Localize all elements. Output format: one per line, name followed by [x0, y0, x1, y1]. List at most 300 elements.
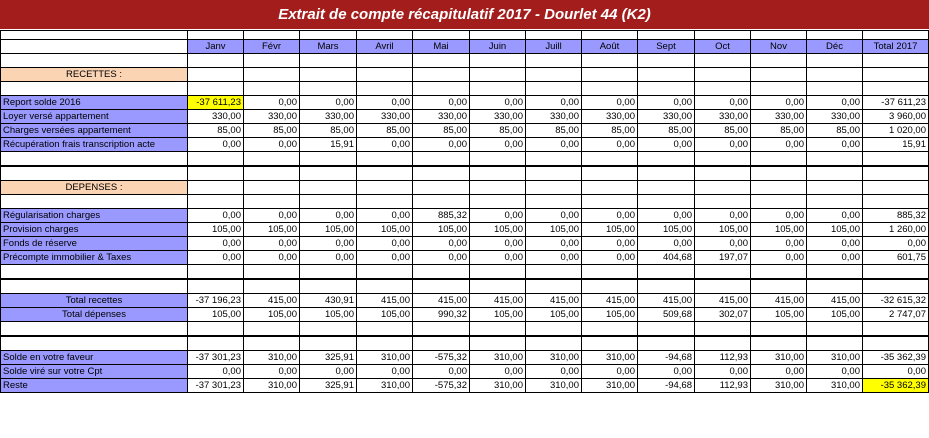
value-cell[interactable]: 105,00: [695, 223, 751, 237]
empty-cell[interactable]: [300, 152, 357, 167]
empty-cell[interactable]: [695, 68, 751, 82]
value-cell[interactable]: 0,00: [244, 138, 300, 152]
empty-cell[interactable]: [751, 152, 807, 167]
empty-cell[interactable]: [863, 336, 929, 351]
empty-cell[interactable]: [863, 82, 929, 96]
value-cell[interactable]: 105,00: [244, 308, 300, 322]
value-cell[interactable]: 330,00: [807, 110, 863, 124]
empty-cell[interactable]: [751, 195, 807, 209]
value-cell[interactable]: 330,00: [300, 110, 357, 124]
value-cell[interactable]: 415,00: [357, 294, 413, 308]
empty-cell[interactable]: [526, 195, 582, 209]
empty-cell[interactable]: [695, 181, 751, 195]
value-cell[interactable]: 415,00: [751, 294, 807, 308]
row-label-solde[interactable]: Solde en votre faveur: [1, 351, 188, 365]
empty-cell[interactable]: [357, 322, 413, 337]
empty-cell[interactable]: [751, 68, 807, 82]
empty-cell[interactable]: [638, 82, 695, 96]
empty-cell[interactable]: [1, 166, 188, 181]
value-cell[interactable]: 85,00: [357, 124, 413, 138]
empty-cell[interactable]: [526, 166, 582, 181]
empty-cell[interactable]: [751, 322, 807, 337]
value-cell[interactable]: 0,00: [638, 365, 695, 379]
value-cell[interactable]: 105,00: [526, 308, 582, 322]
empty-cell[interactable]: [638, 279, 695, 294]
row-label-regul[interactable]: Régularisation charges: [1, 209, 188, 223]
empty-cell[interactable]: [695, 54, 751, 68]
value-cell[interactable]: 415,00: [638, 294, 695, 308]
empty-cell[interactable]: [244, 181, 300, 195]
empty-cell[interactable]: [751, 82, 807, 96]
value-cell[interactable]: -35 362,39: [863, 351, 929, 365]
empty-cell[interactable]: [695, 195, 751, 209]
value-cell[interactable]: 105,00: [582, 223, 638, 237]
empty-cell[interactable]: [638, 265, 695, 280]
value-cell[interactable]: -37 611,23: [188, 96, 244, 110]
value-cell[interactable]: 310,00: [526, 351, 582, 365]
value-cell[interactable]: -37 196,23: [188, 294, 244, 308]
value-cell[interactable]: 105,00: [582, 308, 638, 322]
empty-cell[interactable]: [695, 322, 751, 337]
empty-cell[interactable]: [695, 166, 751, 181]
empty-cell[interactable]: [357, 31, 413, 40]
empty-cell[interactable]: [244, 336, 300, 351]
value-cell[interactable]: 105,00: [300, 308, 357, 322]
empty-cell[interactable]: [244, 31, 300, 40]
value-cell[interactable]: 302,07: [695, 308, 751, 322]
value-cell[interactable]: 0,00: [526, 251, 582, 265]
empty-cell[interactable]: [357, 195, 413, 209]
value-cell[interactable]: 0,00: [526, 138, 582, 152]
empty-cell[interactable]: [1, 322, 188, 337]
value-cell[interactable]: 0,00: [807, 209, 863, 223]
empty-cell[interactable]: [751, 279, 807, 294]
value-cell[interactable]: 0,00: [413, 237, 470, 251]
empty-cell[interactable]: [863, 152, 929, 167]
empty-cell[interactable]: [863, 68, 929, 82]
value-cell[interactable]: 0,00: [751, 96, 807, 110]
empty-cell[interactable]: [300, 54, 357, 68]
empty-cell[interactable]: [1, 152, 188, 167]
empty-cell[interactable]: [638, 166, 695, 181]
empty-cell[interactable]: [582, 279, 638, 294]
value-cell[interactable]: 3 960,00: [863, 110, 929, 124]
month-header-8[interactable]: Sept: [638, 40, 695, 54]
value-cell[interactable]: 0,00: [638, 138, 695, 152]
empty-cell[interactable]: [470, 82, 526, 96]
value-cell[interactable]: 85,00: [638, 124, 695, 138]
value-cell[interactable]: 0,00: [413, 365, 470, 379]
empty-cell[interactable]: [188, 31, 244, 40]
empty-cell[interactable]: [807, 54, 863, 68]
value-cell[interactable]: 0,00: [244, 96, 300, 110]
empty-cell[interactable]: [582, 336, 638, 351]
empty-cell[interactable]: [357, 68, 413, 82]
empty-cell[interactable]: [357, 166, 413, 181]
value-cell[interactable]: 0,00: [470, 237, 526, 251]
value-cell[interactable]: 310,00: [751, 351, 807, 365]
value-cell[interactable]: 404,68: [638, 251, 695, 265]
row-label-recup[interactable]: Récupération frais transcription acte: [1, 138, 188, 152]
value-cell[interactable]: 0,00: [807, 251, 863, 265]
empty-cell[interactable]: [751, 54, 807, 68]
empty-cell[interactable]: [582, 195, 638, 209]
value-cell[interactable]: 509,68: [638, 308, 695, 322]
empty-cell[interactable]: [807, 322, 863, 337]
empty-cell[interactable]: [470, 265, 526, 280]
value-cell[interactable]: 0,00: [188, 138, 244, 152]
value-cell[interactable]: 1 260,00: [863, 223, 929, 237]
row-label-total_depenses[interactable]: Total dépenses: [1, 308, 188, 322]
value-cell[interactable]: 0,00: [582, 209, 638, 223]
month-header-2[interactable]: Mars: [300, 40, 357, 54]
value-cell[interactable]: 0,00: [300, 237, 357, 251]
empty-cell[interactable]: [695, 152, 751, 167]
value-cell[interactable]: 601,75: [863, 251, 929, 265]
empty-cell[interactable]: [244, 322, 300, 337]
value-cell[interactable]: 0,00: [863, 365, 929, 379]
month-header-1[interactable]: Févr: [244, 40, 300, 54]
empty-cell[interactable]: [188, 82, 244, 96]
empty-cell[interactable]: [1, 195, 188, 209]
empty-cell[interactable]: [1, 82, 188, 96]
value-cell[interactable]: 0,00: [188, 237, 244, 251]
value-cell[interactable]: 330,00: [526, 110, 582, 124]
value-cell[interactable]: 990,32: [413, 308, 470, 322]
empty-cell[interactable]: [807, 265, 863, 280]
empty-cell[interactable]: [526, 181, 582, 195]
empty-cell[interactable]: [638, 195, 695, 209]
empty-cell[interactable]: [638, 181, 695, 195]
value-cell[interactable]: 310,00: [582, 351, 638, 365]
empty-cell[interactable]: [526, 322, 582, 337]
value-cell[interactable]: -575,32: [413, 379, 470, 393]
value-cell[interactable]: 0,00: [638, 237, 695, 251]
value-cell[interactable]: 85,00: [188, 124, 244, 138]
value-cell[interactable]: 0,00: [751, 138, 807, 152]
empty-cell[interactable]: [751, 31, 807, 40]
month-header-11[interactable]: Déc: [807, 40, 863, 54]
month-header-0[interactable]: Janv: [188, 40, 244, 54]
empty-cell[interactable]: [751, 265, 807, 280]
row-label-precompte[interactable]: Précompte immobilier & Taxes: [1, 251, 188, 265]
empty-cell[interactable]: [751, 166, 807, 181]
value-cell[interactable]: 0,00: [526, 365, 582, 379]
value-cell[interactable]: 330,00: [470, 110, 526, 124]
value-cell[interactable]: -32 615,32: [863, 294, 929, 308]
month-header-12[interactable]: Total 2017: [863, 40, 929, 54]
value-cell[interactable]: 0,00: [638, 96, 695, 110]
value-cell[interactable]: 0,00: [582, 365, 638, 379]
empty-cell[interactable]: [582, 68, 638, 82]
empty-cell[interactable]: [863, 31, 929, 40]
value-cell[interactable]: 0,00: [751, 251, 807, 265]
empty-cell[interactable]: [582, 181, 638, 195]
empty-cell[interactable]: [188, 195, 244, 209]
value-cell[interactable]: 0,00: [526, 237, 582, 251]
value-cell[interactable]: 0,00: [470, 96, 526, 110]
value-cell[interactable]: 105,00: [526, 223, 582, 237]
value-cell[interactable]: 0,00: [413, 251, 470, 265]
value-cell[interactable]: 310,00: [751, 379, 807, 393]
value-cell[interactable]: 0,00: [695, 96, 751, 110]
value-cell[interactable]: 1 020,00: [863, 124, 929, 138]
value-cell[interactable]: 415,00: [470, 294, 526, 308]
value-cell[interactable]: 15,91: [863, 138, 929, 152]
empty-cell[interactable]: [244, 265, 300, 280]
row-label-solde_vire[interactable]: Solde viré sur votre Cpt: [1, 365, 188, 379]
empty-cell[interactable]: [244, 152, 300, 167]
value-cell[interactable]: 85,00: [470, 124, 526, 138]
value-cell[interactable]: 0,00: [244, 209, 300, 223]
corner-cell[interactable]: [1, 40, 188, 54]
value-cell[interactable]: 0,00: [807, 96, 863, 110]
empty-cell[interactable]: [413, 195, 470, 209]
empty-cell[interactable]: [807, 181, 863, 195]
empty-cell[interactable]: [300, 68, 357, 82]
empty-cell[interactable]: [807, 166, 863, 181]
empty-cell[interactable]: [470, 279, 526, 294]
empty-cell[interactable]: [863, 279, 929, 294]
empty-cell[interactable]: [413, 31, 470, 40]
row-label-charges[interactable]: Charges versées appartement: [1, 124, 188, 138]
value-cell[interactable]: 105,00: [470, 223, 526, 237]
month-header-3[interactable]: Avril: [357, 40, 413, 54]
section-recettes[interactable]: RECETTES :: [1, 68, 188, 82]
empty-cell[interactable]: [638, 336, 695, 351]
empty-cell[interactable]: [413, 181, 470, 195]
empty-cell[interactable]: [863, 265, 929, 280]
empty-cell[interactable]: [357, 152, 413, 167]
value-cell[interactable]: 0,00: [300, 365, 357, 379]
value-cell[interactable]: 85,00: [695, 124, 751, 138]
value-cell[interactable]: 430,91: [300, 294, 357, 308]
value-cell[interactable]: 0,00: [470, 365, 526, 379]
value-cell[interactable]: -94,68: [638, 379, 695, 393]
value-cell[interactable]: 330,00: [244, 110, 300, 124]
empty-cell[interactable]: [470, 31, 526, 40]
row-label-provision[interactable]: Provision charges: [1, 223, 188, 237]
value-cell[interactable]: 0,00: [526, 96, 582, 110]
value-cell[interactable]: 0,00: [357, 138, 413, 152]
value-cell[interactable]: 105,00: [751, 223, 807, 237]
value-cell[interactable]: 0,00: [357, 251, 413, 265]
value-cell[interactable]: 85,00: [751, 124, 807, 138]
empty-cell[interactable]: [526, 82, 582, 96]
empty-cell[interactable]: [582, 166, 638, 181]
value-cell[interactable]: 0,00: [244, 251, 300, 265]
empty-cell[interactable]: [1, 54, 188, 68]
empty-cell[interactable]: [188, 166, 244, 181]
empty-cell[interactable]: [526, 265, 582, 280]
empty-cell[interactable]: [470, 195, 526, 209]
value-cell[interactable]: 330,00: [695, 110, 751, 124]
row-label-report[interactable]: Report solde 2016: [1, 96, 188, 110]
empty-cell[interactable]: [807, 152, 863, 167]
empty-cell[interactable]: [470, 54, 526, 68]
month-header-5[interactable]: Juin: [470, 40, 526, 54]
value-cell[interactable]: -94,68: [638, 351, 695, 365]
empty-cell[interactable]: [300, 31, 357, 40]
value-cell[interactable]: -37 301,23: [188, 379, 244, 393]
empty-cell[interactable]: [807, 68, 863, 82]
value-cell[interactable]: 330,00: [188, 110, 244, 124]
value-cell[interactable]: 0,00: [300, 251, 357, 265]
value-cell[interactable]: 2 747,07: [863, 308, 929, 322]
value-cell[interactable]: 310,00: [807, 351, 863, 365]
empty-cell[interactable]: [1, 336, 188, 351]
empty-cell[interactable]: [582, 31, 638, 40]
value-cell[interactable]: 0,00: [300, 96, 357, 110]
empty-cell[interactable]: [1, 279, 188, 294]
value-cell[interactable]: 0,00: [751, 365, 807, 379]
empty-cell[interactable]: [300, 322, 357, 337]
empty-cell[interactable]: [695, 336, 751, 351]
value-cell[interactable]: 105,00: [188, 308, 244, 322]
value-cell[interactable]: 0,00: [582, 251, 638, 265]
empty-cell[interactable]: [357, 279, 413, 294]
value-cell[interactable]: 310,00: [807, 379, 863, 393]
empty-cell[interactable]: [526, 152, 582, 167]
empty-cell[interactable]: [188, 152, 244, 167]
value-cell[interactable]: 0,00: [863, 237, 929, 251]
empty-cell[interactable]: [638, 54, 695, 68]
row-label-reste[interactable]: Reste: [1, 379, 188, 393]
empty-cell[interactable]: [1, 265, 188, 280]
empty-cell[interactable]: [413, 54, 470, 68]
month-header-9[interactable]: Oct: [695, 40, 751, 54]
value-cell[interactable]: 105,00: [638, 223, 695, 237]
empty-cell[interactable]: [470, 336, 526, 351]
empty-cell[interactable]: [863, 166, 929, 181]
value-cell[interactable]: 0,00: [695, 138, 751, 152]
month-header-6[interactable]: Juill: [526, 40, 582, 54]
value-cell[interactable]: 85,00: [807, 124, 863, 138]
empty-cell[interactable]: [188, 336, 244, 351]
empty-cell[interactable]: [807, 82, 863, 96]
value-cell[interactable]: 415,00: [695, 294, 751, 308]
value-cell[interactable]: 105,00: [357, 308, 413, 322]
value-cell[interactable]: 325,91: [300, 379, 357, 393]
value-cell[interactable]: 105,00: [807, 308, 863, 322]
value-cell[interactable]: 0,00: [807, 138, 863, 152]
value-cell[interactable]: 0,00: [357, 96, 413, 110]
empty-cell[interactable]: [188, 68, 244, 82]
empty-cell[interactable]: [807, 279, 863, 294]
empty-cell[interactable]: [1, 31, 188, 40]
empty-cell[interactable]: [413, 166, 470, 181]
empty-cell[interactable]: [244, 82, 300, 96]
value-cell[interactable]: 0,00: [526, 209, 582, 223]
empty-cell[interactable]: [188, 265, 244, 280]
empty-cell[interactable]: [526, 336, 582, 351]
value-cell[interactable]: -37 611,23: [863, 96, 929, 110]
value-cell[interactable]: 0,00: [695, 237, 751, 251]
empty-cell[interactable]: [244, 166, 300, 181]
empty-cell[interactable]: [470, 68, 526, 82]
empty-cell[interactable]: [357, 82, 413, 96]
value-cell[interactable]: 0,00: [638, 209, 695, 223]
empty-cell[interactable]: [470, 166, 526, 181]
empty-cell[interactable]: [357, 265, 413, 280]
value-cell[interactable]: 0,00: [188, 365, 244, 379]
value-cell[interactable]: 15,91: [300, 138, 357, 152]
value-cell[interactable]: 330,00: [582, 110, 638, 124]
empty-cell[interactable]: [863, 322, 929, 337]
value-cell[interactable]: 310,00: [244, 351, 300, 365]
value-cell[interactable]: 0,00: [357, 237, 413, 251]
empty-cell[interactable]: [582, 322, 638, 337]
empty-cell[interactable]: [300, 82, 357, 96]
value-cell[interactable]: 0,00: [413, 96, 470, 110]
value-cell[interactable]: 885,32: [413, 209, 470, 223]
value-cell[interactable]: 85,00: [582, 124, 638, 138]
value-cell[interactable]: 0,00: [413, 138, 470, 152]
value-cell[interactable]: 310,00: [526, 379, 582, 393]
empty-cell[interactable]: [413, 322, 470, 337]
month-header-10[interactable]: Nov: [751, 40, 807, 54]
value-cell[interactable]: 0,00: [357, 365, 413, 379]
empty-cell[interactable]: [638, 68, 695, 82]
value-cell[interactable]: 310,00: [582, 379, 638, 393]
value-cell[interactable]: 0,00: [188, 251, 244, 265]
empty-cell[interactable]: [582, 152, 638, 167]
empty-cell[interactable]: [751, 181, 807, 195]
value-cell[interactable]: 310,00: [357, 351, 413, 365]
empty-cell[interactable]: [300, 265, 357, 280]
empty-cell[interactable]: [638, 152, 695, 167]
empty-cell[interactable]: [638, 31, 695, 40]
empty-cell[interactable]: [188, 322, 244, 337]
empty-cell[interactable]: [863, 54, 929, 68]
empty-cell[interactable]: [357, 336, 413, 351]
value-cell[interactable]: 885,32: [863, 209, 929, 223]
row-label-fonds[interactable]: Fonds de réserve: [1, 237, 188, 251]
empty-cell[interactable]: [413, 68, 470, 82]
value-cell[interactable]: 0,00: [695, 209, 751, 223]
value-cell[interactable]: 105,00: [413, 223, 470, 237]
month-header-7[interactable]: Août: [582, 40, 638, 54]
empty-cell[interactable]: [807, 336, 863, 351]
empty-cell[interactable]: [300, 181, 357, 195]
value-cell[interactable]: 105,00: [751, 308, 807, 322]
empty-cell[interactable]: [413, 265, 470, 280]
row-label-loyer[interactable]: Loyer versé appartement: [1, 110, 188, 124]
value-cell[interactable]: 0,00: [244, 365, 300, 379]
empty-cell[interactable]: [582, 54, 638, 68]
empty-cell[interactable]: [470, 181, 526, 195]
empty-cell[interactable]: [863, 195, 929, 209]
empty-cell[interactable]: [470, 322, 526, 337]
value-cell[interactable]: 330,00: [413, 110, 470, 124]
value-cell[interactable]: 105,00: [244, 223, 300, 237]
value-cell[interactable]: 325,91: [300, 351, 357, 365]
value-cell[interactable]: 415,00: [526, 294, 582, 308]
empty-cell[interactable]: [300, 336, 357, 351]
empty-cell[interactable]: [244, 68, 300, 82]
value-cell[interactable]: 105,00: [300, 223, 357, 237]
value-cell[interactable]: 310,00: [470, 379, 526, 393]
value-cell[interactable]: 310,00: [244, 379, 300, 393]
value-cell[interactable]: -37 301,23: [188, 351, 244, 365]
value-cell[interactable]: 0,00: [357, 209, 413, 223]
empty-cell[interactable]: [807, 195, 863, 209]
row-label-total_recettes[interactable]: Total recettes: [1, 294, 188, 308]
empty-cell[interactable]: [244, 54, 300, 68]
empty-cell[interactable]: [526, 68, 582, 82]
value-cell[interactable]: 0,00: [751, 209, 807, 223]
empty-cell[interactable]: [188, 279, 244, 294]
